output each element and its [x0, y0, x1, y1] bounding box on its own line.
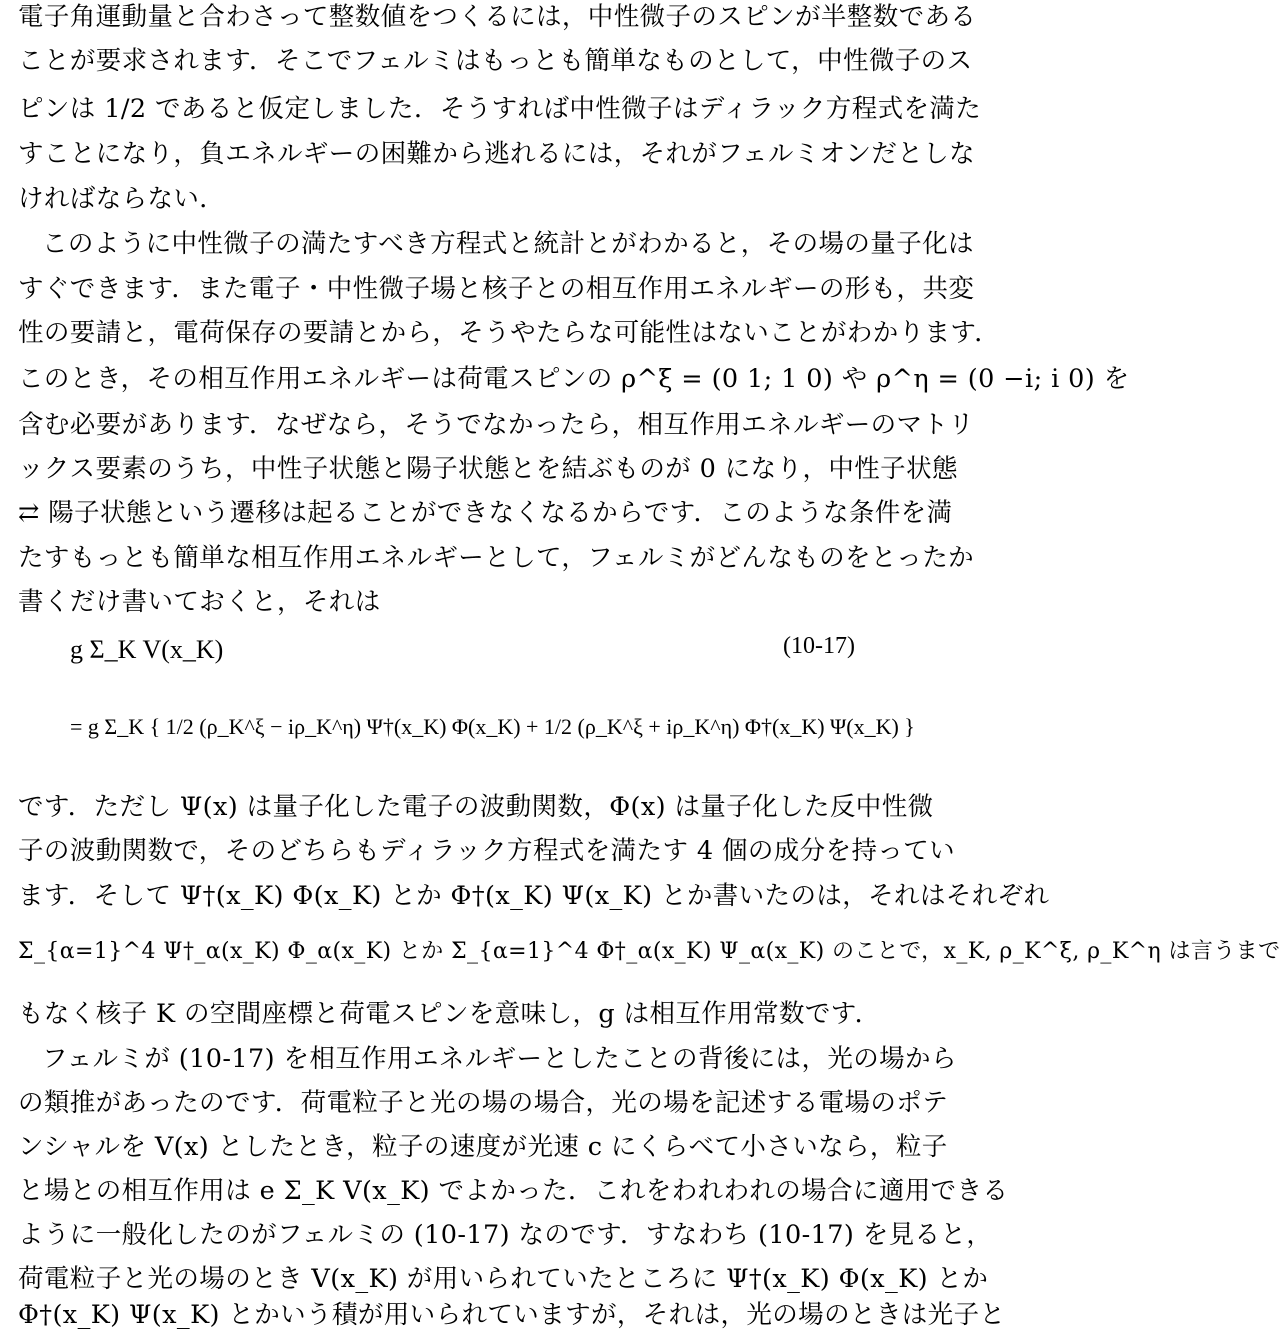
text-line: 電子角運動量と合わさって整数値をつくるには，中性微子のスピンが半整数である — [18, 2, 977, 32]
text-line: ように一般化したのがフェルミの (10-17) なのです．すなわち (10-17) を見ると， — [18, 1220, 993, 1250]
text-line: ンシャルを V(x) としたとき，粒子の速度が光速 c にくらべて小さいなら，粒子 — [18, 1132, 948, 1162]
text-line: Φ†(x_K) Ψ(x_K) とかいう積が用いられていますが，それは，光の場のときは光子と — [18, 1300, 1006, 1330]
text-line: 含む必要があります．なぜなら，そうでなかったら，相互作用エネルギーのマトリ — [18, 410, 975, 440]
text-line: すことになり，負エネルギーの困難から逃れるには，それがフェルミオンだとしな — [18, 139, 976, 169]
text-line: すぐできます．また電子・中性微子場と核子との相互作用エネルギーの形も，共変 — [18, 274, 975, 304]
text-line: の類推があったのです．荷電粒子と光の場の場合，光の場を記述する電場のポテ — [18, 1088, 949, 1118]
text-line: Σ_{α=1}^4 Ψ†_α(x_K) Φ_α(x_K) とか Σ_{α=1}^4 Φ†_α(x_K) Ψ_α(x_K) のことで，x_K, ρ_K^ξ, ρ_K^η は言うまで — [18, 939, 1280, 964]
text-line: ックス要素のうち，中性子状態と陽子状態とを結ぶものが 0 になり，中性子状態 — [18, 454, 958, 484]
text-line: ければならない． — [18, 184, 226, 214]
text-line: ます．そして Ψ†(x_K) Φ(x_K) とか Φ†(x_K) Ψ(x_K) とか書いたのは，それはそれぞれ — [18, 881, 1050, 911]
text-line: このように中性微子の満たすべき方程式と統計とがわかると，その場の量子化は — [42, 229, 974, 259]
text-line: たすもっとも簡単な相互作用エネルギーとして，フェルミがどんなものをとったか — [18, 543, 975, 573]
text-line: 荷電粒子と光の場のとき V(x_K) が用いられていたところに Ψ†(x_K) Φ(x_K) とか — [18, 1264, 989, 1294]
equation-number: (10-17) — [783, 633, 855, 659]
equation-line-1: g Σ_K V(x_K) — [70, 635, 224, 664]
text-line: もなく核子 K の空間座標と荷電スピンを意味し，g は相互作用常数です． — [18, 999, 881, 1029]
equation-line-2: = g Σ_K { 1/2 (ρ_K^ξ − iρ_K^η) Ψ†(x_K) Φ(x_K) + 1/2 (ρ_K^ξ + iρ_K^η) Φ†(x_K) Ψ(x_K) } — [70, 714, 915, 739]
text-line: ピンは 1/2 であると仮定しました．そうすれば中性微子はディラック方程式を満た — [18, 94, 982, 124]
text-line: 性の要請と，電荷保存の要請とから，そうやたらな可能性はないことがわかります． — [18, 318, 1001, 348]
text-line: と場との相互作用は e Σ_K V(x_K) でよかった．これをわれわれの場合に適用できる — [18, 1176, 1009, 1206]
text-line: 書くだけ書いておくと，それは — [18, 587, 381, 617]
text-line: ことが要求されます．そこでフェルミはもっとも簡単なものとして，中性微子のス — [18, 46, 973, 76]
text-line: ⇄ 陽子状態という遷移は起ることができなくなるからです．このような条件を満 — [18, 498, 953, 528]
text-line: フェルミが (10-17) を相互作用エネルギーとしたことの背後には，光の場から — [42, 1044, 957, 1074]
text-line: です．ただし Ψ(x) は量子化した電子の波動関数，Φ(x) は量子化した反中性微 — [18, 792, 934, 822]
text-line: 子の波動関数で，そのどちらもディラック方程式を満たす 4 個の成分を持ってい — [18, 836, 956, 866]
text-line: このとき，その相互作用エネルギーは荷電スピンの ρ^ξ = (0 1; 1 0) や ρ^η = (0 −i; i 0) を — [18, 364, 1130, 394]
